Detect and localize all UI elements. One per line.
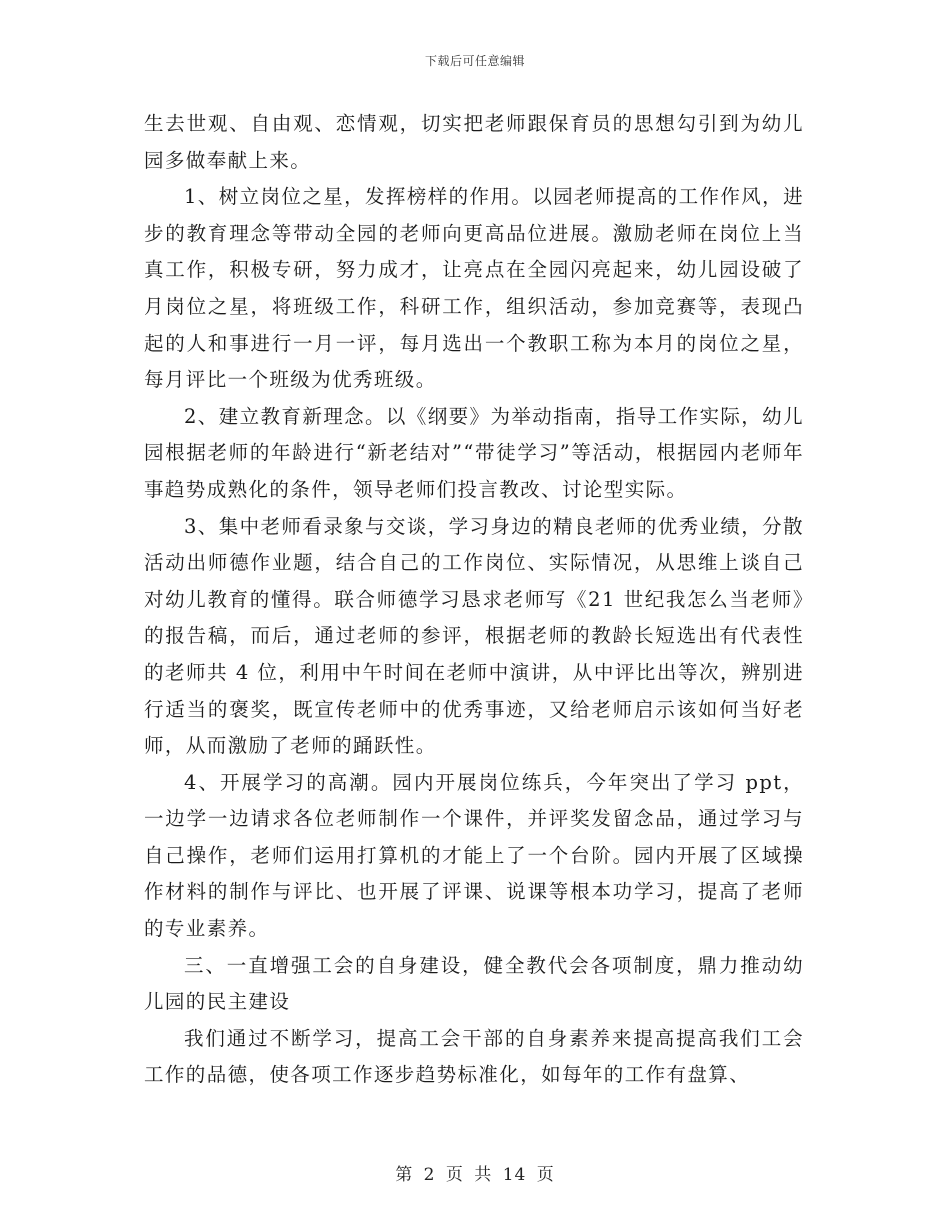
page-footer: 第 2 页 共 14 页 (395, 1165, 555, 1185)
paragraph-item-1: 1、树立岗位之星，发挥榜样的作用。以园老师提高的工作作风，进步的教育理念等带动全园的老师向更高品位进展。激励老师在岗位上当真工作，积极专研，努力成才，让亮点在全园闪亮起来，幼儿园设破了月岗位之星，将班级工作，科研工作，组织活动，参加竞赛等，表现凸起的人和事进行一月一评，每月选出一个教职工称为本月的岗位之星，每月评比一个班级为优秀班级。 (144, 185, 804, 392)
paragraph-item-4: 4、开展学习的高潮。园内开展岗位练兵，今年突出了学习 ppt，一边学一边请求各位老师制作一个课件，并评奖发留念品，通过学习与自己操作，老师们运用打算机的才能上了一个台阶。园内开展了区域操作材料的制作与评比、也开展了评课、说课等根本功学习，提高了老师的专业素养。 (144, 770, 804, 941)
paragraph-item-3: 3、集中老师看录象与交谈，学习身边的精良老师的优秀业绩，分散活动出师德作业题，结合自己的工作岗位、实际情况，从思维上谈自己对幼儿教育的懂得。联合师德学习恳求老师写《21 世纪我怎么当老师》的报告稿，而后，通过老师的参评，根据老师的教龄长短选出有代表性的老师共 4 位，利用中午时间在老师中演讲，从中评比出等次，辨别进行适当的褒奖，既宣传老师中的优秀事迹，又给老师启示该如何当好老师，从而激励了老师的踊跃性。 (144, 514, 804, 758)
page-header: 下载后可任意编辑 (424, 54, 525, 68)
paragraph-continuation: 生去世观、自由观、恋情观，切实把老师跟保育员的思想勾引到为幼儿园多做奉献上来。 (144, 112, 804, 172)
document-body (144, 106, 804, 1094)
paragraph-item-2: 2、建立教育新理念。以《纲要》为举动指南，指导工作实际，幼儿园根据老师的年龄进行“新老结对”“带徒学习”等活动，根据园内老师年事趋势成熟化的条件，领导老师们投言教改、讨论型实际。 (144, 404, 804, 501)
section-heading-3: 三、一直增强工会的自身建设，健全教代会各项制度，鼎力推动幼儿园的民主建设 (144, 953, 804, 1014)
paragraph-section-3-body: 我们通过不断学习，提高工会干部的自身素养来提高提高我们工会工作的品德，使各项工作逐步趋势标准化，如每年的工作有盘算、 (144, 1026, 804, 1087)
